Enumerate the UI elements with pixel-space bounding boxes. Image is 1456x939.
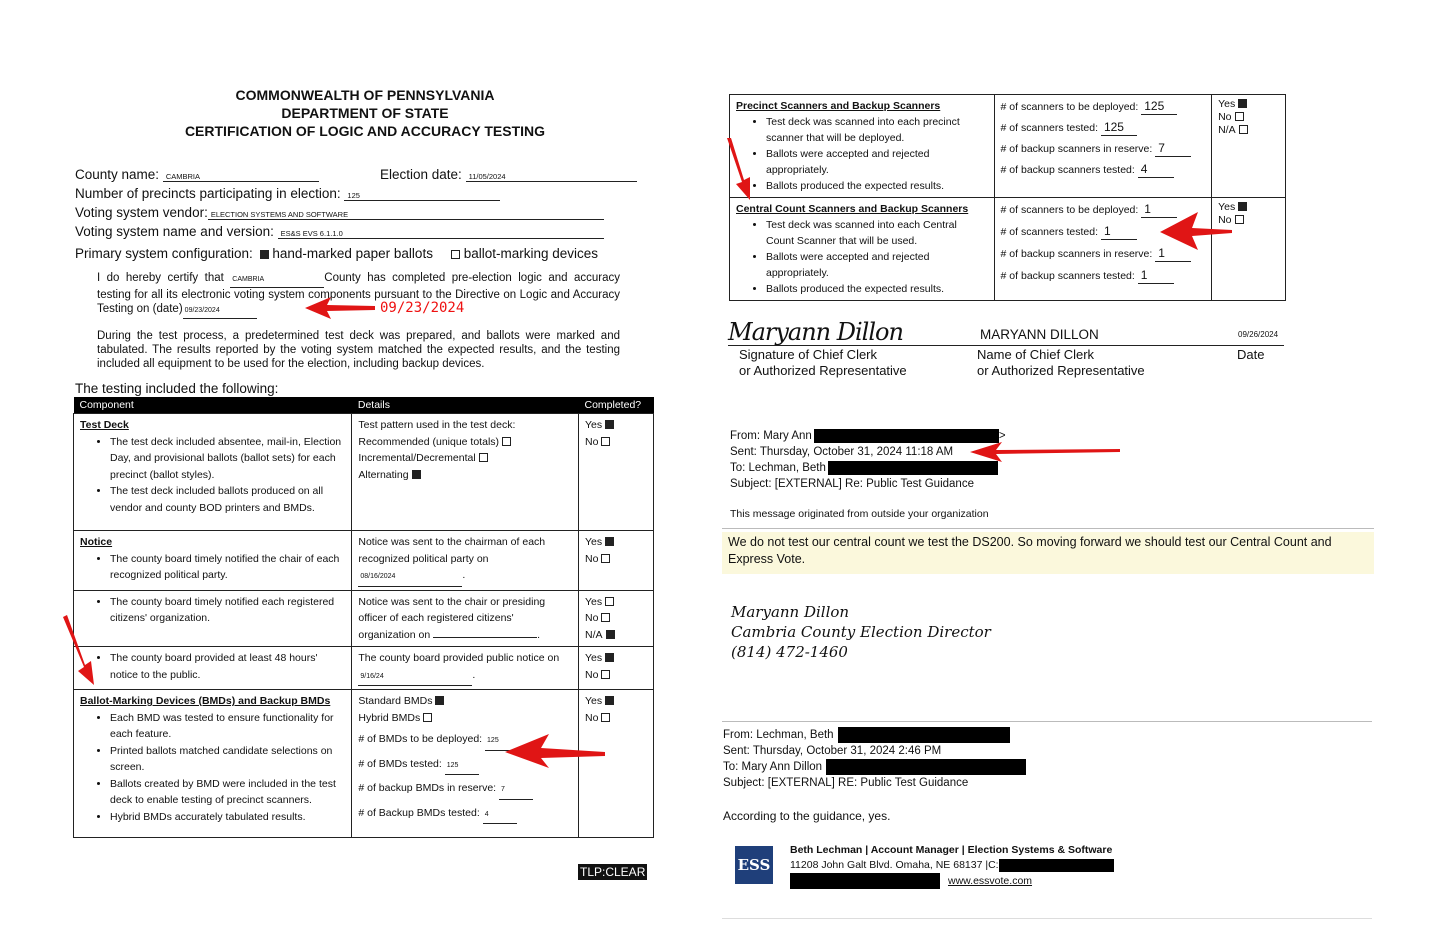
component-table: [73, 397, 654, 838]
left-document: [0, 0, 700, 939]
bmd-backup-label: # of backup BMDs in reserve:: [358, 782, 497, 794]
precinct-bullet-2: • Ballots were accepted and rejected appropriately.: [766, 146, 988, 178]
redaction: [838, 727, 1010, 743]
bmd-bullet-1: • Each BMD was tested to ensure functionality for each feature.: [110, 710, 345, 743]
signature-date: 09/26/2024: [1238, 330, 1279, 339]
precinct-bullet-1: • Test deck was scanned into each precinct scanner that will be deployed.: [766, 114, 988, 146]
checkbox-yes: [605, 420, 614, 429]
primary-opt-bmd: ballot-marking devices: [463, 246, 599, 261]
date-arrow-icon: [305, 296, 375, 320]
checkbox-na: [606, 630, 615, 639]
checkbox-no: [1235, 112, 1244, 121]
public-date: 9/16/24: [358, 669, 472, 687]
vendor-label: Voting system vendor:: [75, 205, 208, 220]
central-backup-tested: 1: [1138, 267, 1174, 284]
precinct-backup-tested-label: # of backup scanners tested:: [1000, 164, 1135, 176]
public-details: The county board provided public notice on: [358, 652, 560, 664]
email-1-body: We do not test our central count we test the DS200. So moving forward we should test our Central Count and Express Vote.: [722, 532, 1374, 574]
bmd-deployed: 125: [485, 733, 519, 751]
email-1-sig-title: Cambria County Election Director: [731, 623, 991, 641]
primary-config-field: [75, 246, 598, 261]
system-value: ES&S EVS 6.1.1.0: [278, 229, 604, 239]
central-bullet-2: • Ballots were accepted and rejected appropriately.: [766, 249, 988, 281]
email-2-to-text: To: Mary Ann Dillon: [723, 761, 823, 774]
checkbox-no: [601, 437, 610, 446]
citizens-bullet: • The county board timely notified each registered citizens' organization.: [110, 594, 345, 627]
test-deck-details: Test pattern used in the test deck:: [358, 419, 516, 431]
sig-label-2: [977, 347, 1145, 379]
checkbox-no: [601, 613, 610, 622]
bmd-bullet-4: • Hybrid BMDs accurately tabulated results.: [110, 809, 345, 826]
central-reserve-label: # of backup scanners in reserve:: [1000, 248, 1153, 260]
bmd-backup-tested-label: # of Backup BMDs tested:: [358, 806, 480, 819]
precinct-tested-label: # of scanners tested:: [1000, 122, 1099, 134]
email-1-signature: [731, 602, 991, 662]
central-title-arrow-icon: [724, 138, 754, 200]
email-2-subject: Subject: [EXTERNAL] RE: Public Test Guidance: [723, 777, 969, 790]
yes-label: Yes: [585, 419, 603, 431]
central-bullet-1: • Test deck was scanned into each Central Count Scanner that will be used.: [766, 217, 988, 249]
checkbox-standard: [435, 696, 444, 705]
email-1-sig-phone: (814) 472-1460: [731, 643, 848, 661]
primary-label: Primary system configuration:: [75, 246, 253, 261]
right-document: [700, 0, 1456, 939]
bottom-rule: [722, 918, 1372, 919]
checkbox-no: [601, 670, 610, 679]
checkbox-yes: [605, 696, 614, 705]
email-2-from-text: From: Lechman, Beth: [723, 729, 834, 742]
election-date-value: 11/05/2024: [466, 172, 637, 182]
sig-label-2b: or Authorized Representative: [977, 363, 1145, 378]
no-label: No: [1218, 214, 1232, 226]
cert-text-2: County has completed pre-election logic and accuracy: [324, 272, 620, 284]
th-details: Details: [352, 397, 579, 414]
opt-recommended-label: Recommended (unique totals): [358, 435, 500, 448]
checkbox-no: [601, 713, 610, 722]
th-completed: Completed?: [579, 397, 654, 414]
left-header: [150, 86, 580, 140]
county-value: CAMBRIA: [163, 172, 319, 182]
email-divider: [722, 721, 1372, 722]
scanner-table: [729, 94, 1286, 301]
yes-label: Yes: [585, 595, 603, 608]
central-bullet-3: • Ballots produced the expected results.: [766, 281, 988, 297]
na-label: N/A: [585, 628, 603, 641]
header-line-1: COMMONWEALTH OF PENNSYLVANIA: [235, 87, 495, 103]
header-line-3: CERTIFICATION OF LOGIC AND ACCURACY TESTING: [184, 123, 546, 139]
checkbox-yes: [605, 537, 614, 546]
citizens-details: Notice was sent to the chair or presiding officer of each registered citizens' organization on: [358, 595, 546, 641]
header-line-2: DEPARTMENT OF STATE: [281, 105, 449, 121]
precinct-bullet-3: • Ballots produced the expected results.: [766, 178, 988, 194]
opt-incremental: [358, 450, 572, 467]
row-notice: Notice • The county board timely notified the chair of each recognized political party. Notice was sent to the chairman of each recognized political party on 08/16/2024 . Yes No: [74, 531, 654, 591]
email-1-from-text: From: Mary Ann: [730, 430, 812, 442]
email-2-header: [723, 727, 1323, 791]
precincts-value: 125: [344, 191, 500, 201]
no-label: No: [1218, 111, 1232, 123]
checkbox-hand-marked: [260, 250, 269, 259]
opt-recommended: [358, 434, 572, 451]
test-deck-title: Test Deck: [80, 419, 129, 431]
opt-alternating: [358, 467, 572, 484]
na-label: N/A: [1218, 124, 1236, 136]
email-2-from: [723, 727, 1323, 743]
precinct-deployed-label: # of scanners to be deployed:: [1000, 101, 1139, 113]
email-2-sent: Sent: Thursday, October 31, 2024 2:46 PM: [723, 745, 942, 758]
vendor-value: ELECTION SYSTEMS AND SOFTWARE: [208, 210, 604, 220]
sig-label-3: Date: [1237, 347, 1265, 362]
checkbox-no: [1235, 215, 1244, 224]
email-2-sig-addr-row: [790, 858, 1114, 873]
election-date-label: Election date:: [380, 167, 462, 182]
county-label: County name:: [75, 167, 160, 182]
system-field: [75, 224, 604, 239]
bmd-standard-label: Standard BMDs: [358, 695, 433, 707]
citizens-date: [433, 637, 537, 638]
email-2-to: [723, 759, 1323, 775]
row-citizens: • The county board timely notified each registered citizens' organization. Notice was sent to the chair or presiding officer of each registered citizens' organization on . Yes No N/A: [74, 590, 654, 647]
row-public: • The county board provided at least 48 hours' notice to the public. The county board provided public notice on 9/16/24 . Yes No: [74, 647, 654, 690]
bmd-deployed-label: # of BMDs to be deployed:: [358, 733, 483, 745]
central-backup-tested-label: # of backup scanners tested:: [1000, 270, 1135, 282]
opt-alternating-label: Alternating: [358, 468, 409, 481]
email-2-sig-addr: 11208 John Galt Blvd. Omaha, NE 68137 |C:: [790, 859, 999, 871]
sig-label-1b: or Authorized Representative: [739, 363, 907, 378]
testing-included: The testing included the following:: [75, 381, 279, 396]
email-2-body: According to the guidance, yes.: [723, 809, 891, 823]
primary-opt-hand-marked: hand-marked paper ballots: [272, 246, 433, 261]
checkbox-na: [1239, 125, 1248, 134]
external-notice: This message originated from outside your organization: [730, 508, 989, 520]
central-tested-arrow-icon: [1160, 210, 1232, 250]
bmd-bullet-3: • Ballots created by BMD were included in the test deck to enable testing of precinct scanners.: [110, 776, 345, 809]
election-date-field: [380, 167, 637, 182]
notice-details: Notice was sent to the chairman of each recognized political party on: [358, 536, 546, 565]
precinct-tested: 125: [1101, 119, 1137, 136]
yes-label: Yes: [585, 652, 603, 664]
sig-label-1: [739, 347, 907, 379]
email-1-to-text: To: Lechman, Beth: [730, 462, 826, 474]
checkbox-yes: [605, 597, 614, 606]
email-1-subject: Subject: [EXTERNAL] Re: Public Test Guidance: [730, 478, 974, 490]
bmd-tested-label: # of BMDs tested:: [358, 757, 442, 770]
row-precinct-scanners: [730, 95, 1286, 198]
ess-logo: [735, 846, 773, 884]
bmd-hybrid-label: Hybrid BMDs: [358, 711, 421, 724]
test-deck-bullet-1: • The test deck included absentee, mail-in, Election Day, and provisional ballots (ballot sets) for each precinct (ballot styles).: [110, 434, 345, 484]
no-label: No: [585, 668, 599, 681]
email-1-sent: Sent: Thursday, October 31, 2024 11:18 AM: [730, 446, 954, 458]
checkbox-yes: [1238, 202, 1247, 211]
bmd-backup-tested: 4: [483, 807, 517, 825]
checkbox-yes: [1238, 99, 1247, 108]
chief-clerk-name: MARYANN DILLON: [980, 327, 1099, 342]
bmd-backup: 7: [499, 782, 533, 800]
sent-time-arrow-icon: [970, 442, 1120, 462]
checkbox-hybrid: [423, 713, 432, 722]
cert-text-1: I do hereby certify that: [97, 272, 224, 284]
checkbox-no: [601, 554, 610, 563]
checkbox-yes: [605, 653, 614, 662]
th-component: Component: [74, 397, 352, 414]
redaction: [999, 859, 1114, 872]
process-paragraph: During the test process, a predetermined test deck was prepared, and ballots were marked and tabulated. The results reported by the voting system matched the expected results, and the testing included all equipment to be used for the election, including backup devices.: [97, 330, 620, 370]
redaction: [814, 429, 999, 443]
central-deployed-label: # of scanners to be deployed:: [1000, 204, 1139, 216]
cert-text-3: testing for all its electronic voting system components pursuant to the Directive on Logic and: [97, 289, 570, 301]
signature-image: Maryann Dillon: [728, 318, 903, 346]
bmd-title-arrow-icon: [58, 615, 98, 685]
bmd-tested-arrow-icon: [505, 732, 605, 768]
signature-rule: [728, 345, 1284, 346]
table-header: [74, 397, 654, 414]
bmd-title: Ballot-Marking Devices (BMDs) and Backup BMDs: [80, 695, 331, 707]
precinct-backup-tested: 4: [1138, 161, 1174, 178]
cert-county: CAMBRIA: [230, 273, 324, 288]
precincts-label: Number of precincts participating in election:: [75, 186, 341, 201]
no-label: No: [585, 612, 599, 624]
no-label: No: [585, 435, 599, 448]
precinct-reserve: 7: [1155, 140, 1191, 157]
redaction: [826, 759, 1026, 775]
notice-date: 08/16/2024: [358, 569, 462, 587]
email-2-sig-name: Beth Lechman | Account Manager | Election Systems & Software: [790, 844, 1113, 856]
row-test-deck: [74, 414, 654, 531]
email-2-sig-web-row: [790, 873, 1114, 889]
cert-date: 09/23/2024: [183, 304, 257, 319]
central-title: Central Count Scanners and Backup Scanners: [736, 203, 969, 215]
essvote-link[interactable]: www.essvote.com: [948, 874, 1033, 887]
central-deployed: 1: [1141, 201, 1177, 218]
precincts-field: [75, 186, 500, 201]
checkbox-recommended: [502, 437, 511, 446]
central-tested-label: # of scanners tested:: [1000, 226, 1099, 238]
precinct-reserve-label: # of backup scanners in reserve:: [1000, 143, 1153, 155]
email-1-from: From: Mary Ann >: [730, 430, 1006, 442]
sig-label-2a: Name of Chief Clerk: [977, 347, 1095, 362]
opt-incremental-label: Incremental/Decremental: [358, 452, 476, 464]
email-2-signature: [790, 843, 1114, 889]
test-deck-bullet-2: • The test deck included ballots produced on all vendor and county BOD printers and BMDs.: [110, 483, 345, 516]
yes-label: Yes: [1218, 98, 1236, 110]
checkbox-alternating: [412, 470, 421, 479]
tlp-badge: TLP:CLEAR: [580, 865, 646, 879]
redaction: [828, 461, 998, 475]
sig-label-1a: Signature of Chief Clerk: [739, 347, 878, 362]
checkbox-incremental: [479, 453, 488, 462]
vendor-field: [75, 205, 604, 220]
notice-title: Notice: [80, 536, 113, 548]
date-annotation: 09/23/2024: [380, 300, 465, 316]
redaction: [790, 873, 940, 889]
notice-rule: [722, 528, 1374, 529]
county-field: [75, 167, 319, 182]
email-1-to: [730, 460, 1330, 476]
central-tested: 1: [1101, 223, 1137, 240]
notice-bullet: • The county board timely notified the chair of each recognized political party.: [110, 551, 345, 584]
system-label: Voting system name and version:: [75, 224, 274, 239]
email-1-sig-name: Maryann Dillon: [731, 603, 850, 621]
precinct-deployed: 125: [1141, 98, 1177, 115]
public-bullet: • The county board provided at least 48 hours' notice to the public.: [110, 650, 345, 683]
yes-label: Yes: [585, 695, 603, 707]
yes-label: Yes: [585, 536, 603, 548]
ess-logo-text: ESS: [737, 856, 771, 874]
no-label: No: [585, 711, 599, 724]
no-label: No: [585, 552, 599, 565]
central-reserve: 1: [1155, 245, 1191, 262]
checkbox-bmd: [451, 250, 460, 259]
cert-text-4: Accuracy Testing on (date): [97, 289, 621, 315]
bmd-bullet-2: • Printed ballots matched candidate selections on screen.: [110, 743, 345, 776]
bmd-tested: 125: [445, 758, 479, 776]
precinct-title: Precinct Scanners and Backup Scanners: [736, 100, 941, 112]
yes-label: Yes: [1218, 201, 1236, 213]
